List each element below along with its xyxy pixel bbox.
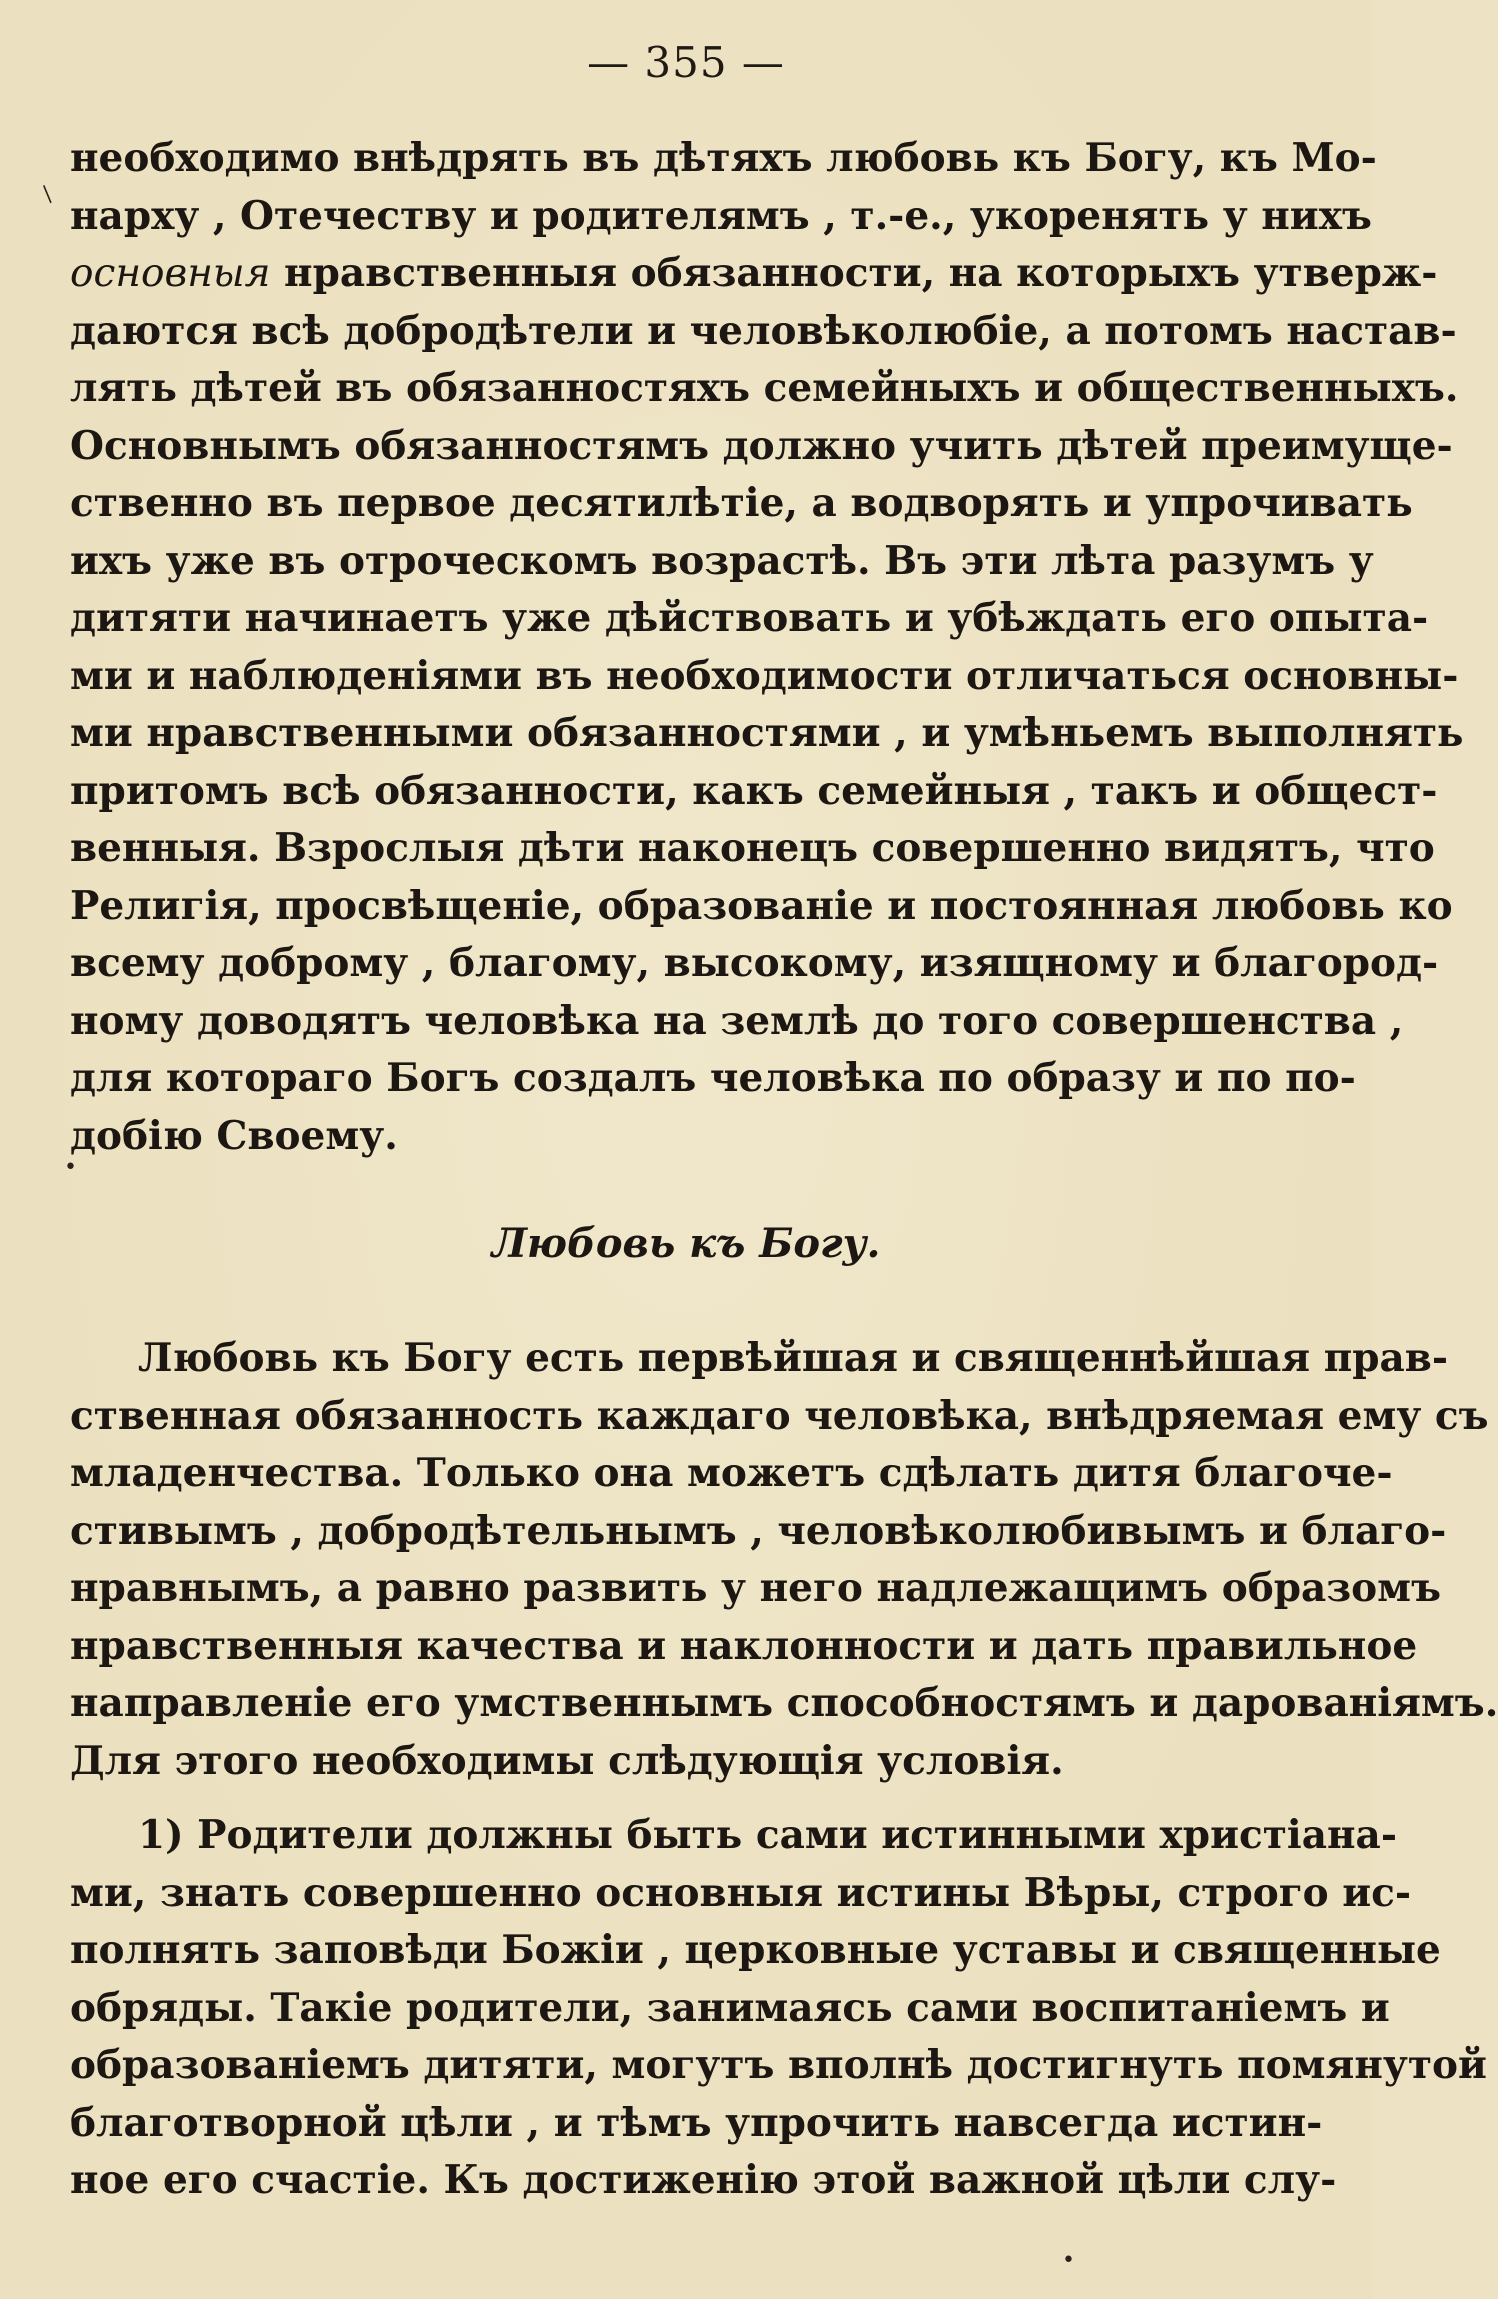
text-line: ному доводятъ человѣка на землѣ до того совершенства , bbox=[70, 997, 1404, 1044]
text-line: Любовь къ Богу есть первѣйшая и священнѣйшая прав- bbox=[138, 1335, 1449, 1381]
text-line: лять дѣтей въ обязанностяхъ семейныхъ и общественныхъ. bbox=[70, 365, 1459, 411]
text-line: основныя нравственныя обязанности, на которыхъ утверж- bbox=[70, 250, 1438, 296]
text-line: благотворной цѣли , и тѣмъ упрочить навсегда истин- bbox=[70, 2099, 1323, 2146]
print-mark: • bbox=[64, 1155, 77, 1180]
text-line: ми нравственными обязанностями , и умѣньемъ выполнять bbox=[70, 710, 1464, 756]
text-line: даются всѣ добродѣтели и человѣколюбіе, а потомъ настав- bbox=[70, 307, 1457, 354]
section-heading: Любовь къ Богу. bbox=[491, 1220, 881, 1267]
text-line: нравнымъ, а равно развить у него надлежащимъ образомъ bbox=[70, 1565, 1441, 1611]
text-line: нарху , Отечеству и родителямъ , т.-е., укоренять у нихъ bbox=[70, 192, 1372, 239]
text-line: притомъ всѣ обязанности, какъ семейныя , такъ и общест- bbox=[70, 767, 1438, 814]
text-line: нравственныя качества и наклонности и дать правильное bbox=[70, 1622, 1418, 1669]
text-line: Основнымъ обязанностямъ должно учить дѣтей преимуще- bbox=[70, 422, 1453, 469]
page-number: — 355 — bbox=[587, 38, 785, 87]
text-line: для котораго Богъ создалъ человѣка по образу и по по- bbox=[70, 1055, 1356, 1101]
text-line: ихъ уже въ отроческомъ возрастѣ. Въ эти лѣта разумъ у bbox=[70, 537, 1374, 584]
text-line: направленіе его умственнымъ способностямъ и дарованіямъ. bbox=[70, 1680, 1498, 1726]
text-line: обряды. Такіе родители, занимаясь сами воспитаніемъ и bbox=[70, 1984, 1390, 2031]
text-line: дитяти начинаетъ уже дѣйствовать и убѣждать его опыта- bbox=[70, 595, 1429, 641]
text-line: младенчества. Только она можетъ сдѣлать дитя благоче- bbox=[70, 1450, 1393, 1496]
text-line: добію Своему. bbox=[70, 1112, 398, 1159]
text-line: Религія, просвѣщеніе, образованіе и постоянная любовь ко bbox=[70, 882, 1453, 929]
text-line: 1) Родители должны быть сами истинными христіана- bbox=[138, 1812, 1398, 1858]
text-line: необходимо внѣдрять въ дѣтяхъ любовь къ Богу, къ Мо- bbox=[70, 135, 1377, 181]
text-line: ственно въ первое десятилѣтіе, а водворять и упрочивать bbox=[70, 480, 1413, 526]
text-line: стивымъ , добродѣтельнымъ , человѣколюбивымъ и благо- bbox=[70, 1507, 1447, 1554]
paragraph bbox=[70, 1330, 1498, 1790]
text-line: венныя. Взрослыя дѣти наконецъ совершенно видятъ, что bbox=[70, 825, 1435, 871]
text-line: Для этого необходимы слѣдующія условія. bbox=[70, 1737, 1064, 1784]
text-line: ми и наблюденіями въ необходимости отличаться основны- bbox=[70, 652, 1459, 699]
text-line: полнять заповѣди Божіи , церковные уставы и священные bbox=[70, 1927, 1441, 1973]
print-mark: / bbox=[36, 182, 59, 207]
text-line: ное его счастіе. Къ достиженію этой важной цѣли слу- bbox=[70, 2157, 1337, 2203]
text-line: всему доброму , благому, высокому, изящному и благород- bbox=[70, 940, 1439, 986]
text-line: ми, знать совершенно основныя истины Вѣры, строго ис- bbox=[70, 1869, 1412, 1916]
emphasized-word: основныя bbox=[70, 251, 271, 296]
paragraph bbox=[70, 1807, 1487, 2210]
paragraph-continued bbox=[70, 130, 1464, 1165]
text-line: ственная обязанность каждаго человѣка, внѣдряемая ему съ bbox=[70, 1392, 1489, 1439]
print-mark: • bbox=[1062, 2248, 1075, 2273]
text-line: образованіемъ дитяти, могутъ вполнѣ достигнуть помянутой bbox=[70, 2042, 1487, 2088]
